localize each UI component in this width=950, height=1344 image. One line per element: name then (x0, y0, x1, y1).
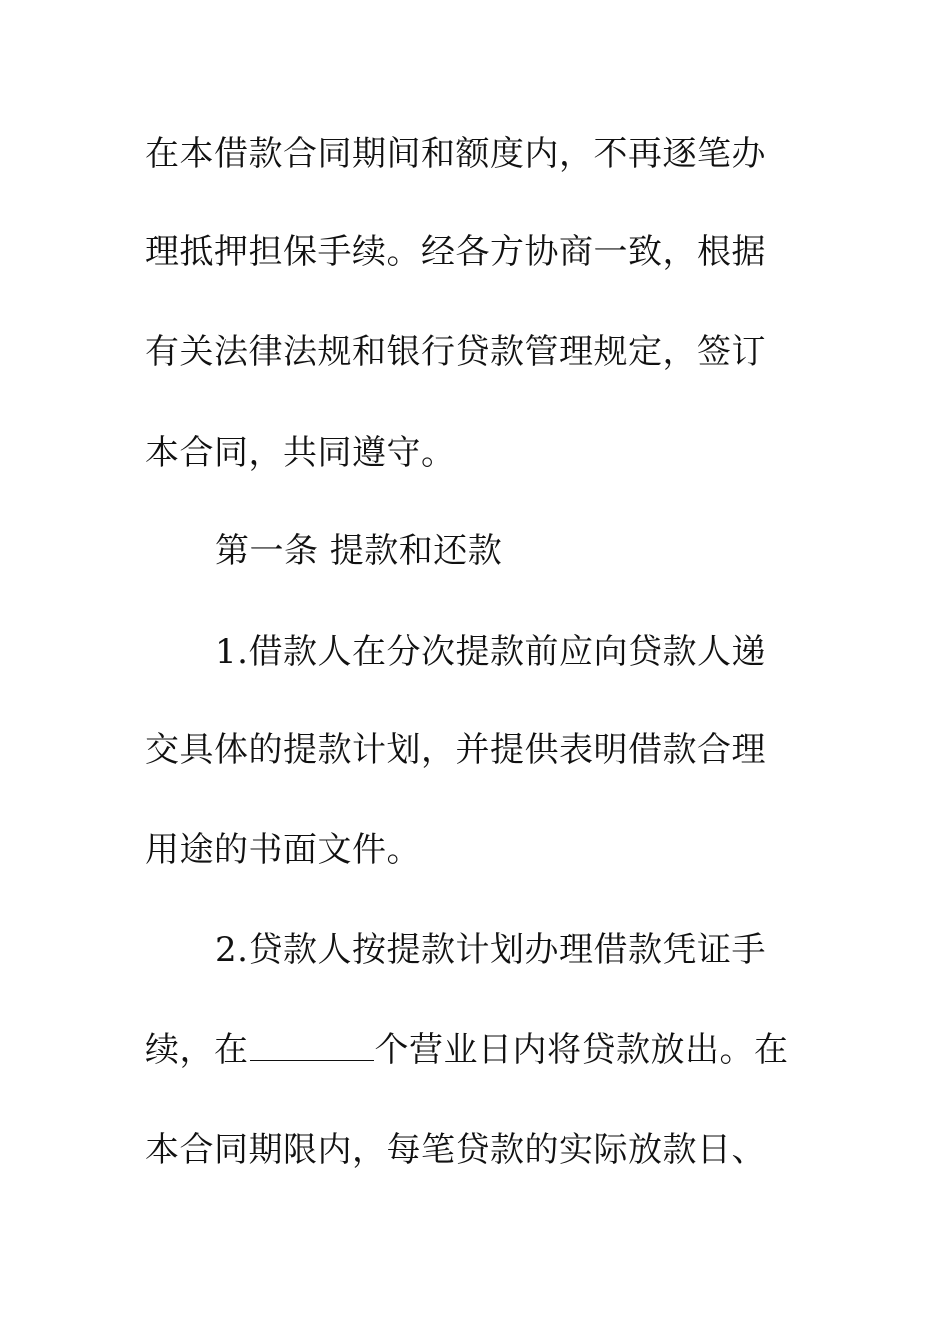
text-line-10 (145, 1030, 789, 1070)
article-heading: 第一条 提款和还款 (215, 531, 503, 571)
text-line-9: 2.贷款人按提款计划办理借款凭证手 (215, 930, 766, 970)
text-line-3: 有关法律法规和银行贷款管理规定，签订 (145, 332, 766, 372)
text-line-10-suffix: 个营业日内将贷款放出。在 (374, 1030, 789, 1070)
text-line-7: 交具体的提款计划，并提供表明借款合理 (145, 730, 766, 770)
text-line-11: 本合同期限内，每笔贷款的实际放款日、 (145, 1130, 766, 1170)
text-line-1: 在本借款合同期间和额度内，不再逐笔办 (145, 134, 766, 174)
fill-in-blank (250, 1032, 374, 1061)
text-line-4: 本合同，共同遵守。 (145, 433, 456, 473)
text-line-8: 用途的书面文件。 (145, 830, 421, 870)
text-line-2: 理抵押担保手续。经各方协商一致，根据 (145, 232, 766, 272)
text-line-6: 1.借款人在分次提款前应向贷款人递 (215, 632, 766, 672)
text-line-10-prefix: 续，在 (145, 1030, 249, 1070)
